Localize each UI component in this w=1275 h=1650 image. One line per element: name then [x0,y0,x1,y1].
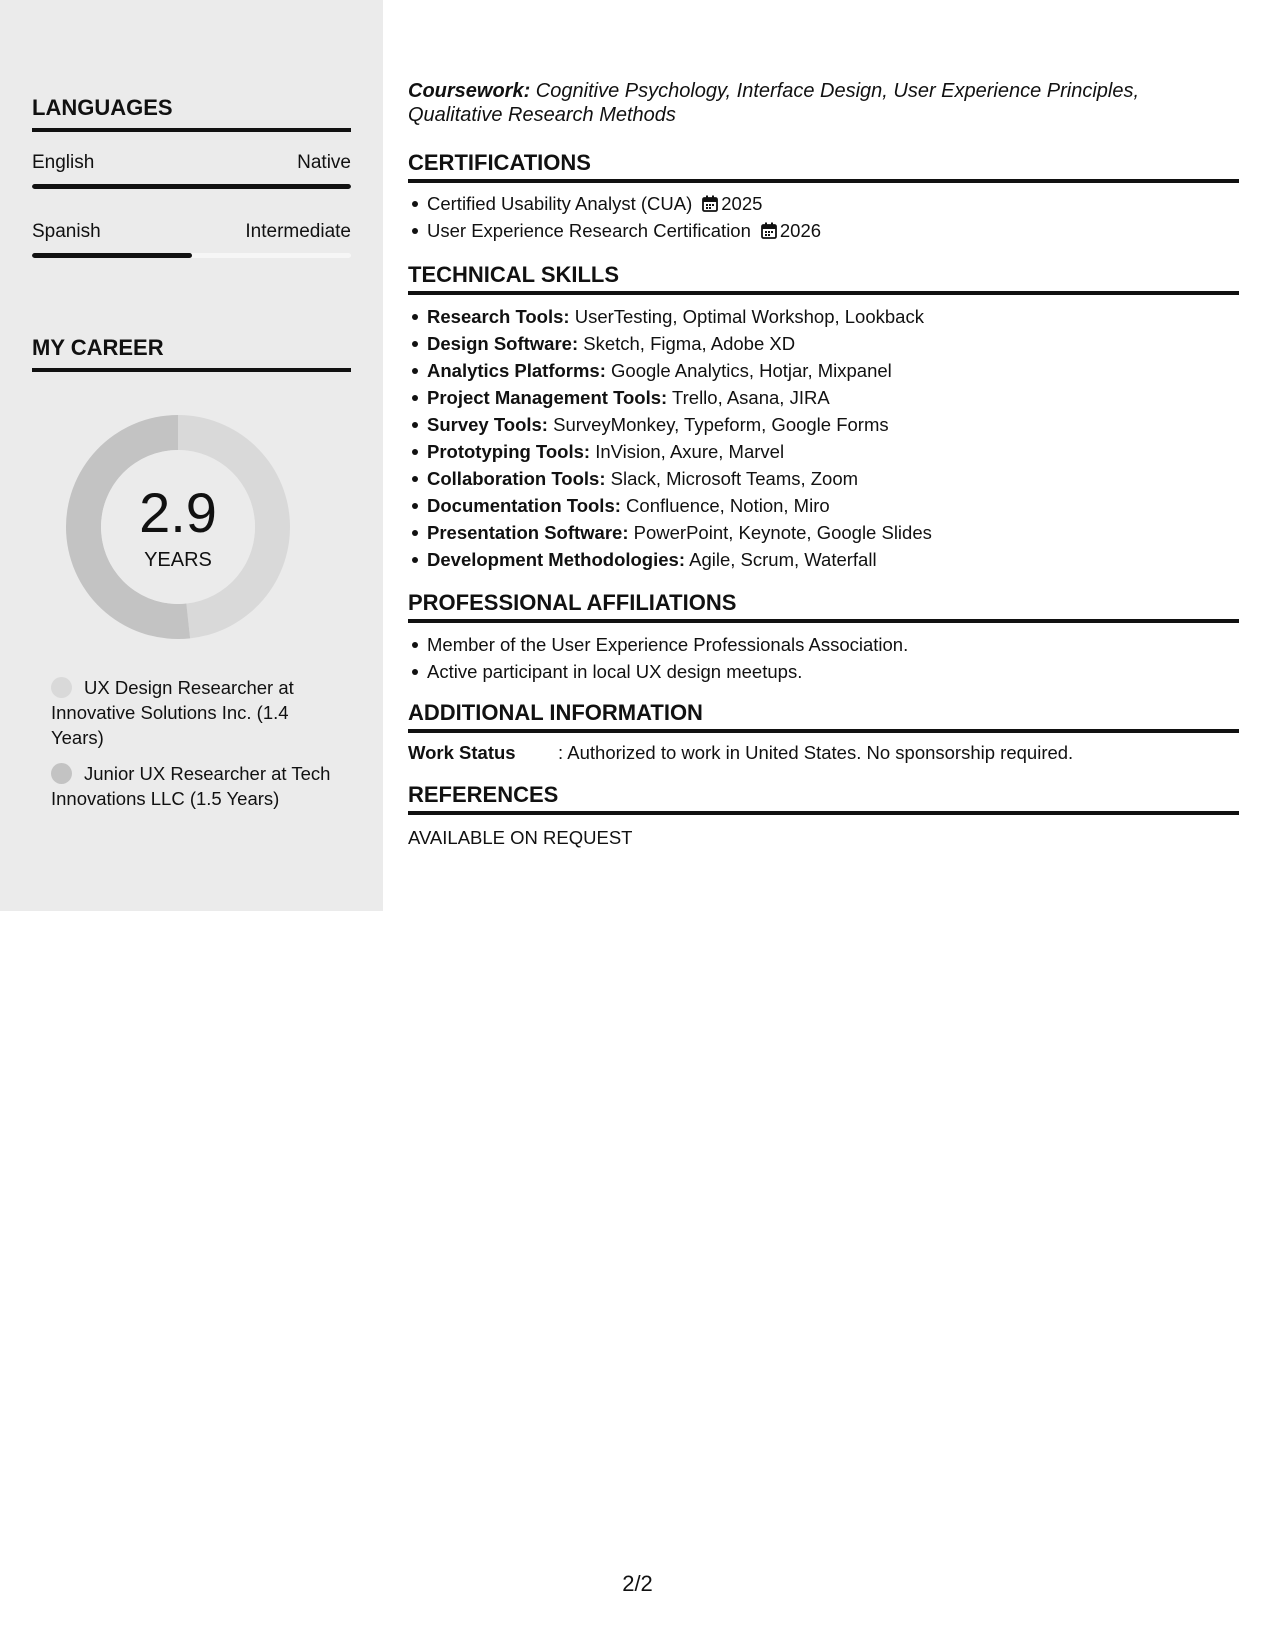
additional-information-heading: ADDITIONAL INFORMATION [408,699,1239,733]
affiliations-list [408,631,1258,685]
list-item: Member of the User Experience Professionals Association. [427,631,1258,658]
career-legend-text: Junior UX Researcher at Tech Innovations LLC (1.5 Years) [51,763,331,809]
certification-year: 2026 [779,220,822,241]
skill-label: Research Tools: [427,306,570,327]
skill-label: Design Software: [427,333,579,354]
skill-value: Agile, Scrum, Waterfall [685,549,877,570]
references-heading: REFERENCES [408,781,1239,815]
language-level: Native [297,152,351,173]
skill-label: Prototyping Tools: [427,441,591,462]
list-item [427,330,1258,357]
skill-value: Sketch, Figma, Adobe XD [578,333,796,354]
skill-label: Project Management Tools: [427,387,668,408]
language-bar-spanish [32,253,351,258]
list-item [427,303,1258,330]
list-item [427,190,1258,217]
language-name: English [32,152,95,173]
language-bar-fill [32,184,351,189]
list-item [427,217,1258,244]
skill-value: InVision, Axure, Marvel [590,441,785,462]
certifications-list [408,190,1258,244]
career-legend-item [51,675,341,750]
calendar-icon [761,222,777,239]
skill-value: Google Analytics, Hotjar, Mixpanel [605,360,892,381]
language-row-spanish [32,219,351,245]
skill-value: PowerPoint, Keynote, Google Slides [628,522,932,543]
skill-label: Documentation Tools: [427,495,621,516]
skill-value: Trello, Asana, JIRA [667,387,830,408]
calendar-icon [702,195,718,212]
technical-skills-heading: TECHNICAL SKILLS [408,261,1239,295]
language-name: Spanish [32,221,101,242]
list-item [427,357,1258,384]
language-bar-english [32,184,351,189]
career-donut-chart [66,415,290,639]
career-total-value: 2.9 [139,481,217,544]
coursework-label: Coursework: [408,80,531,102]
skill-label: Presentation Software: [427,522,629,543]
list-item [427,411,1258,438]
legend-dot-icon [51,763,72,784]
work-status-value: : Authorized to work in United States. No sponsorship required. [558,742,1074,763]
skill-value: Confluence, Notion, Miro [620,495,830,516]
work-status-label: Work Status [408,742,516,763]
list-item [427,438,1258,465]
references-text: AVAILABLE ON REQUEST [408,827,633,848]
list-item: Active participant in local UX design meetups. [427,658,1258,685]
list-item [427,546,1258,573]
list-item [427,384,1258,411]
sidebar [0,0,383,911]
language-bar-fill [32,253,192,258]
legend-dot-icon [51,677,72,698]
skill-label: Survey Tools: [427,414,548,435]
certifications-heading: CERTIFICATIONS [408,149,1239,183]
skill-value: UserTesting, Optimal Workshop, Lookback [569,306,924,327]
skill-label: Development Methodologies: [427,549,685,570]
language-row-english [32,150,351,176]
affiliations-heading: PROFESSIONAL AFFILIATIONS [408,589,1239,623]
coursework-text: Cognitive Psychology, Interface Design, User Experience Principles, Qualitative Research Methods [408,80,1140,126]
technical-skills-list [408,303,1258,573]
skill-label: Collaboration Tools: [427,468,606,489]
skill-value: Slack, Microsoft Teams, Zoom [605,468,859,489]
skill-label: Analytics Platforms: [427,360,606,381]
languages-heading: LANGUAGES [32,94,351,132]
certification-year: 2025 [721,193,763,214]
coursework [408,79,1239,127]
career-total-unit: YEARS [144,549,212,571]
page-number: 2/2 [622,1571,653,1596]
career-legend-item [51,761,341,811]
list-item [427,519,1258,546]
list-item [427,492,1258,519]
certification-name: Certified Usability Analyst (CUA) [427,193,693,214]
language-level: Intermediate [245,221,351,242]
career-legend-text: UX Design Researcher at Innovative Solutions Inc. (1.4 Years) [51,677,294,748]
career-heading: MY CAREER [32,334,351,372]
skill-value: SurveyMonkey, Typeform, Google Forms [547,414,889,435]
list-item [427,465,1258,492]
certification-name: User Experience Research Certification [427,220,751,241]
